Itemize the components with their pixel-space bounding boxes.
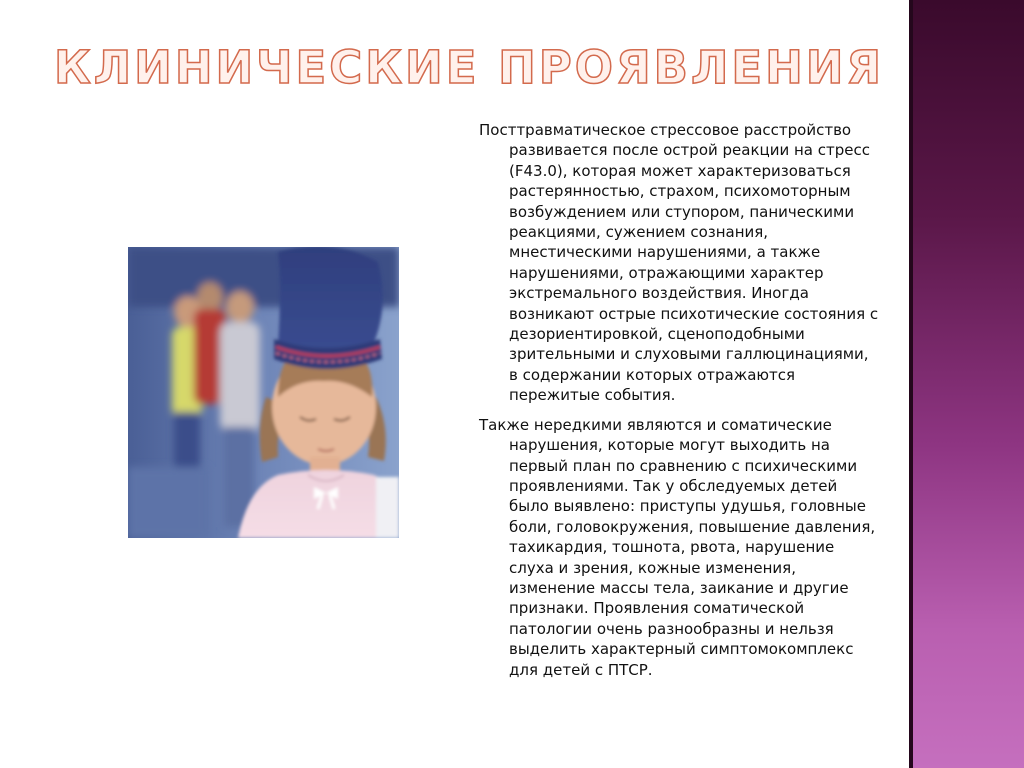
decorative-side-bar	[913, 0, 1024, 768]
photo-sad-girl	[128, 247, 399, 538]
photo-illustration	[128, 247, 399, 538]
slide-title: КЛИНИЧЕСКИЕ ПРОЯВЛЕНИЯ	[54, 41, 885, 94]
body-text	[479, 120, 879, 689]
paragraph-somatic-disorders: Также нередкими являются и соматические нарушения, которые могут выходить на первый план по сравнению с психическими проявлениями. Так у обследуемых детей было выявлено: приступы удушья, головные боли, головокружения, повышение давления, тахикардия, тошнота, рвота, нарушение слуха и зрения, кожные изменения, изменение массы тела, заикание и другие признаки. Проявления соматической патологии очень разнообразны и нельзя выделить характерный симптомокомплекс для детей с ПТСР.	[479, 415, 876, 679]
paragraph-ptsd-development: Посттравматическое стрессовое расстройство развивается после острой реакции на стресс (F43.0), которая может характеризоваться растерянностью, страхом, психомоторным возбуждением или ступором, паническими реакциями, сужением сознания, мнестическими нарушениями, а также нарушениями, отражающими характер экстремального воздействия. Иногда возникают острые психотические состояния с дезориентировкой, сценоподобными зрительными и слуховыми галлюцинациями, в содержании которых отражаются пережитые события.	[479, 121, 879, 405]
